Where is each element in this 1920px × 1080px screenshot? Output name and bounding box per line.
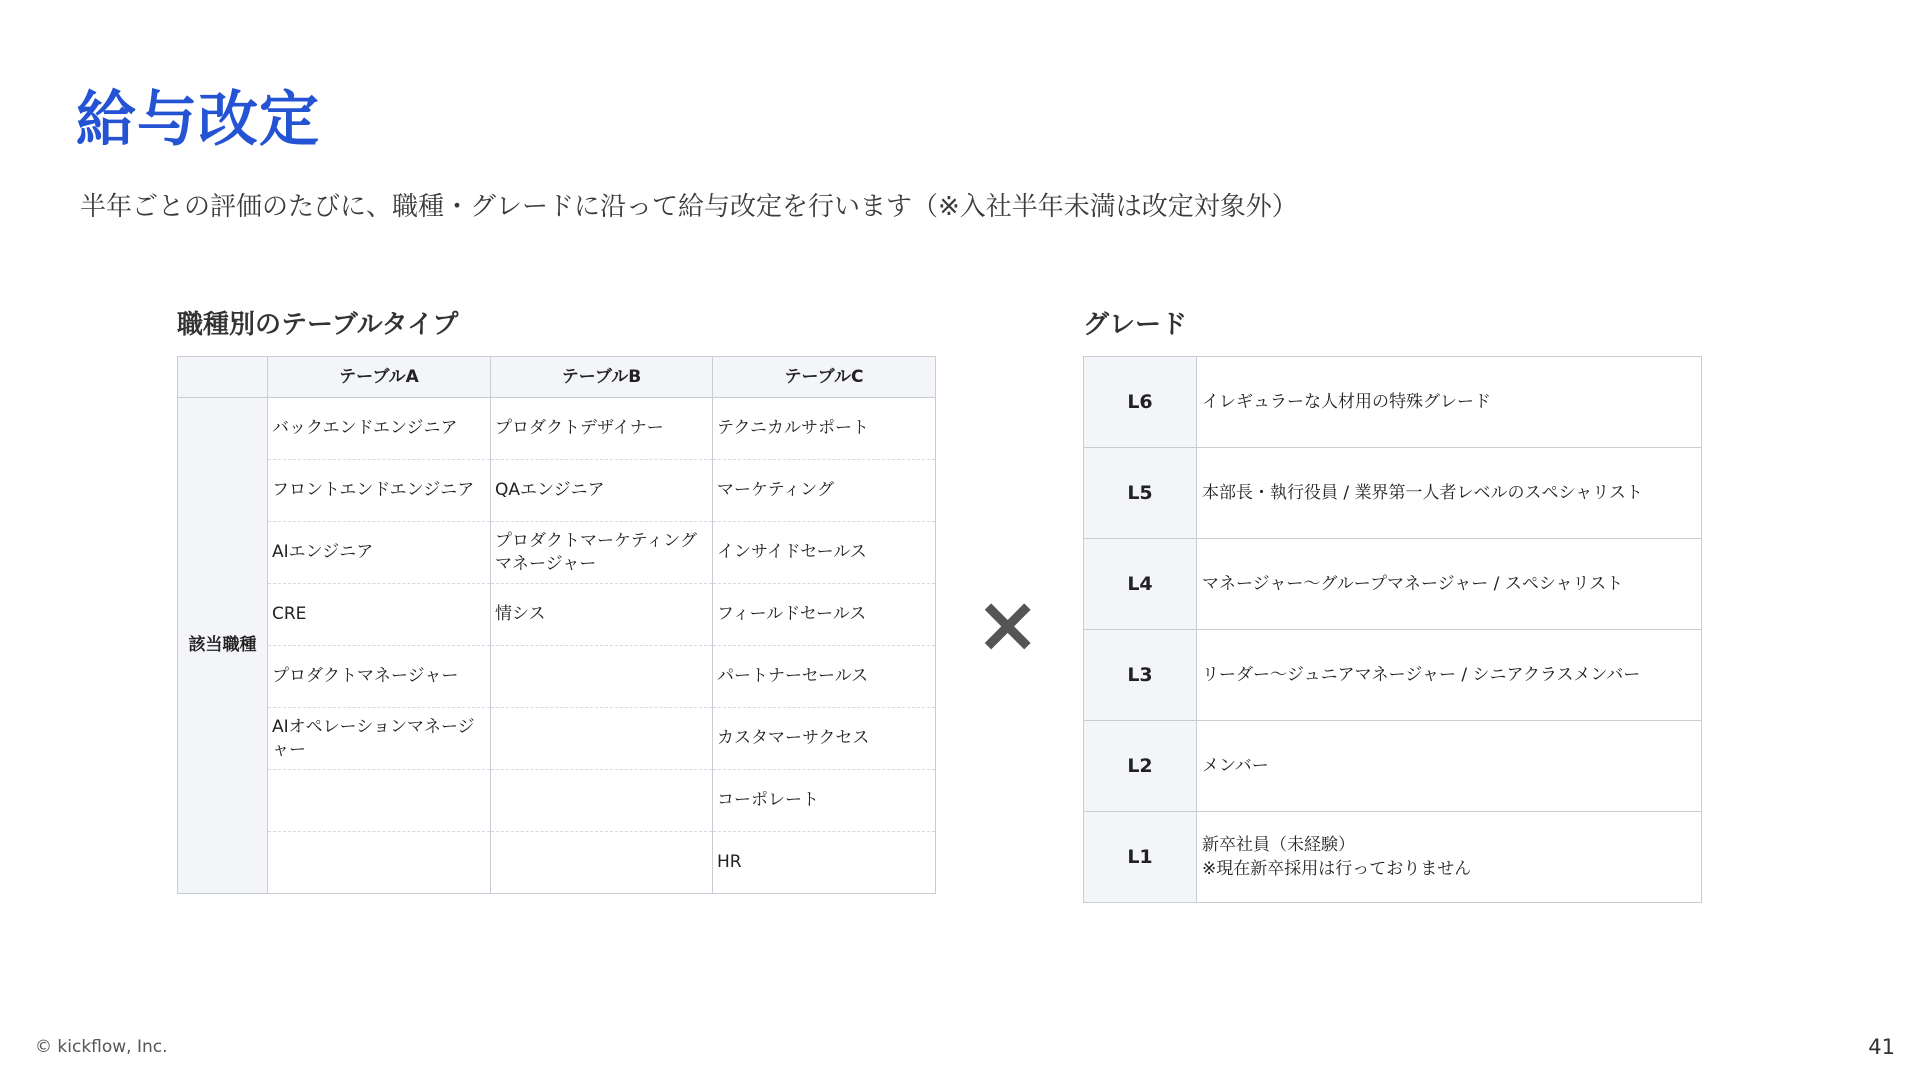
grade-description bbox=[1197, 721, 1702, 812]
grade-description bbox=[1197, 448, 1702, 539]
grade-row bbox=[1084, 539, 1702, 630]
job-cell: AIエンジニア bbox=[268, 522, 491, 584]
grade-desc-text: メンバー bbox=[1202, 756, 1269, 776]
grade-description bbox=[1197, 812, 1702, 903]
grade-row bbox=[1084, 630, 1702, 721]
slide-title: 給与改定 bbox=[76, 85, 320, 155]
table-row bbox=[178, 584, 936, 646]
grade-row bbox=[1084, 812, 1702, 903]
job-table-corner-cell bbox=[178, 357, 268, 398]
job-cell: 情シス bbox=[491, 584, 713, 646]
table-row bbox=[178, 708, 936, 770]
grade-desc-text: 新卒社員（未経験） bbox=[1202, 835, 1355, 855]
job-cell: フィールドセールス bbox=[713, 584, 936, 646]
job-cell bbox=[491, 646, 713, 708]
grade-level: L6 bbox=[1084, 357, 1197, 448]
grade-row bbox=[1084, 448, 1702, 539]
table-row bbox=[178, 398, 936, 460]
grade-level: L1 bbox=[1084, 812, 1197, 903]
page-number: 41 bbox=[1868, 1035, 1895, 1059]
table-row bbox=[178, 832, 936, 894]
job-table bbox=[177, 356, 936, 894]
grade-description bbox=[1197, 539, 1702, 630]
copyright-footer: © kickflow, Inc. bbox=[35, 1037, 168, 1057]
job-cell: プロダクトマーケティングマネージャー bbox=[491, 522, 713, 584]
grade-row bbox=[1084, 357, 1702, 448]
table-row bbox=[178, 460, 936, 522]
column-header-table-a: テーブルA bbox=[268, 357, 491, 398]
job-cell: QAエンジニア bbox=[491, 460, 713, 522]
job-cell bbox=[268, 770, 491, 832]
job-cell: テクニカルサポート bbox=[713, 398, 936, 460]
job-cell: コーポレート bbox=[713, 770, 936, 832]
grade-level: L5 bbox=[1084, 448, 1197, 539]
grade-desc-text: イレギュラーな人材用の特殊グレード bbox=[1202, 392, 1491, 412]
job-cell: マーケティング bbox=[713, 460, 936, 522]
table-row bbox=[178, 522, 936, 584]
job-cell: カスタマーサクセス bbox=[713, 708, 936, 770]
grade-desc-text: マネージャー〜グループマネージャー / スペシャリスト bbox=[1202, 574, 1624, 594]
table-row bbox=[178, 646, 936, 708]
job-cell: プロダクトデザイナー bbox=[491, 398, 713, 460]
job-cell: フロントエンドエンジニア bbox=[268, 460, 491, 522]
slide-subtitle: 半年ごとの評価のたびに、職種・グレードに沿って給与改定を行います（※入社半年未満は改定対象外） bbox=[80, 192, 1298, 222]
column-header-table-c: テーブルC bbox=[713, 357, 936, 398]
grade-description bbox=[1197, 357, 1702, 448]
job-cell: HR bbox=[713, 832, 936, 894]
job-cell: AIオペレーションマネージャー bbox=[268, 708, 491, 770]
column-header-table-b: テーブルB bbox=[491, 357, 713, 398]
job-cell bbox=[491, 770, 713, 832]
job-cell bbox=[491, 708, 713, 770]
job-cell: パートナーセールス bbox=[713, 646, 936, 708]
grade-note-text: ※現在新卒採用は行っておりません bbox=[1202, 859, 1472, 879]
grade-description bbox=[1197, 630, 1702, 721]
job-table-heading: 職種別のテーブルタイプ bbox=[177, 310, 459, 340]
job-cell: プロダクトマネージャー bbox=[268, 646, 491, 708]
grade-level: L3 bbox=[1084, 630, 1197, 721]
grade-row bbox=[1084, 721, 1702, 812]
row-header-applicable-jobs: 該当職種 bbox=[178, 398, 268, 894]
grade-table bbox=[1083, 356, 1702, 903]
multiply-icon: × bbox=[975, 580, 1041, 670]
grade-level: L2 bbox=[1084, 721, 1197, 812]
grade-desc-text: リーダー〜ジュニアマネージャー / シニアクラスメンバー bbox=[1202, 665, 1641, 685]
table-row bbox=[178, 770, 936, 832]
job-cell: バックエンドエンジニア bbox=[268, 398, 491, 460]
job-cell: CRE bbox=[268, 584, 491, 646]
job-cell bbox=[491, 832, 713, 894]
grade-table-heading: グレード bbox=[1083, 310, 1188, 340]
grade-level: L4 bbox=[1084, 539, 1197, 630]
job-cell: インサイドセールス bbox=[713, 522, 936, 584]
job-cell bbox=[268, 832, 491, 894]
grade-desc-text: 本部長・執行役員 / 業界第一人者レベルのスペシャリスト bbox=[1202, 483, 1643, 503]
job-table-header-row bbox=[178, 357, 936, 398]
